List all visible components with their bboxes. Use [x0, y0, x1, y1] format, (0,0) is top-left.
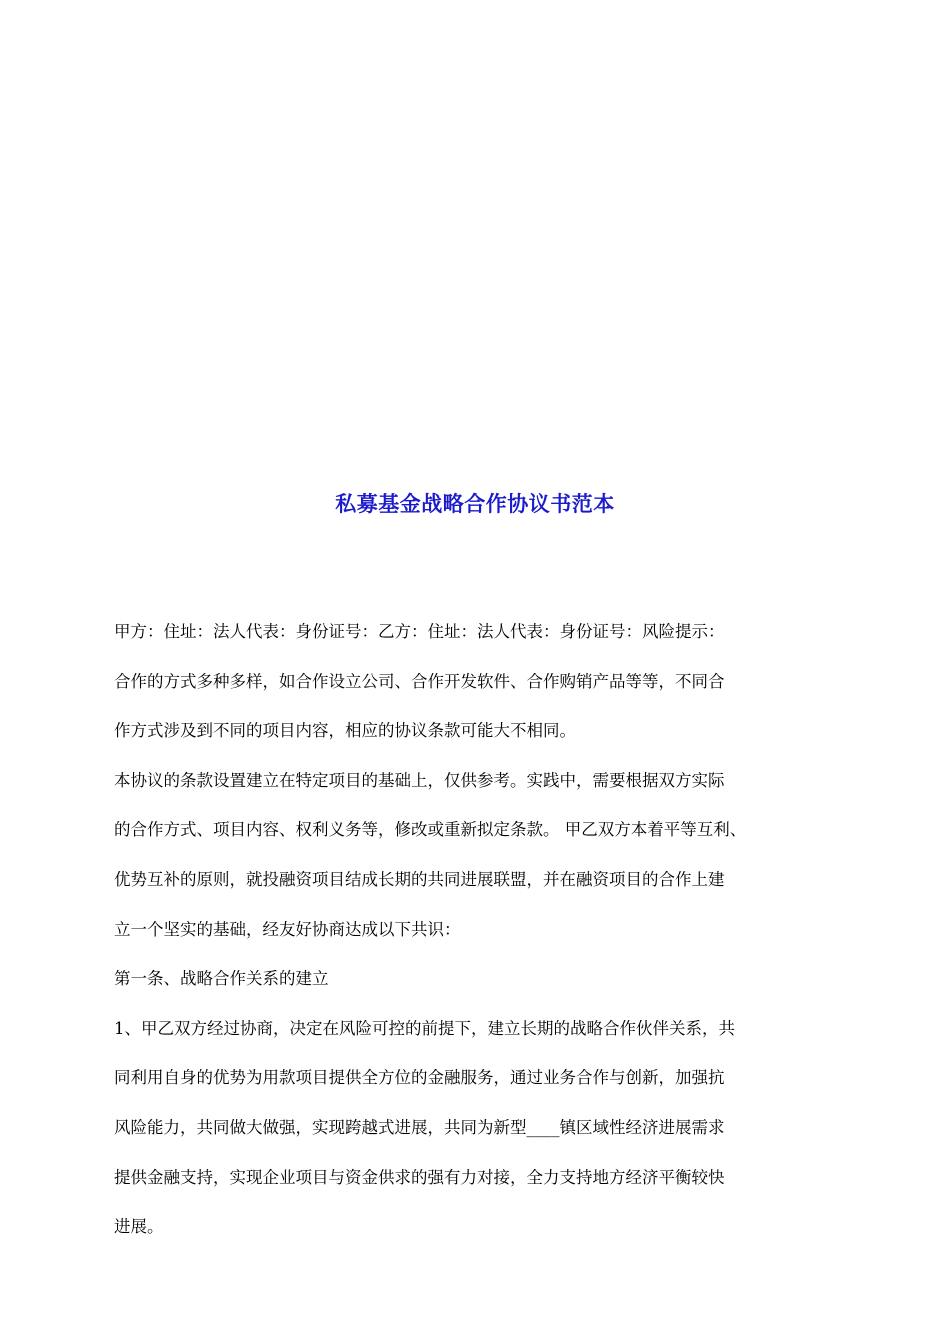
document-title: 私募基金战略合作协议书范本: [335, 491, 615, 516]
document-body: [114, 607, 844, 1252]
body-line: 进展。: [114, 1217, 164, 1237]
body-line: 作方式涉及到不同的项目内容，相应的协议条款可能大不相同。: [114, 721, 576, 741]
section-heading: 第一条、战略合作关系的建立: [114, 969, 329, 989]
body-line: 1、甲乙双方经过协商，决定在风险可控的前提下，建立长期的战略合作伙伴关系，共: [114, 1018, 735, 1038]
body-line: 甲方：住址：法人代表：身份证号：乙方：住址：法人代表：身份证号：风险提示：: [114, 622, 725, 641]
body-line: 提供金融支持，实现企业项目与资金供求的强有力对接，全力支持地方经济平衡较快: [114, 1167, 725, 1187]
body-line: 本协议的条款设置建立在特定项目的基础上，仅供参考。实践中，需要根据双方实际: [114, 770, 725, 790]
body-line: 风险能力，共同做大做强，实现跨越式进展，共同为新型____镇区域性经济进展需求: [114, 1117, 725, 1137]
body-line: 的合作方式、项目内容、权利义务等，修改或重新拟定条款。 甲乙双方本着平等互利、: [114, 820, 747, 840]
body-line: 同利用自身的优势为用款项目提供全方位的金融服务，通过业务合作与创新，加强抗: [114, 1068, 725, 1088]
body-line: 优势互补的原则，就投融资项目结成长期的共同进展联盟，并在融资项目的合作上建: [114, 869, 725, 889]
body-line: 合作的方式多种多样，如合作设立公司、合作开发软件、合作购销产品等等，不同合: [114, 671, 725, 691]
body-line: 立一个坚实的基础，经友好协商达成以下共识：: [114, 919, 461, 939]
